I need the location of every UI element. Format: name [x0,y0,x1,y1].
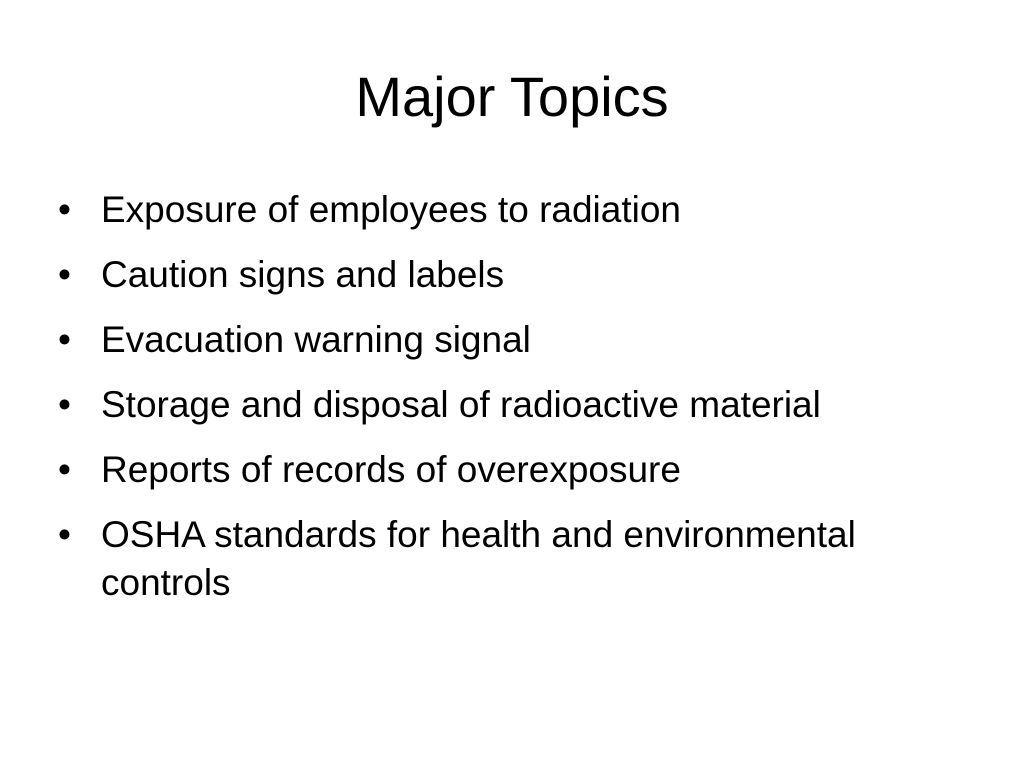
bullet-dot-icon: • [58,319,71,360]
bullet-dot-icon: • [58,189,71,230]
bullet-text: Caution signs and labels [101,254,505,295]
bullet-list [58,186,858,624]
bullet-item [58,316,858,364]
bullet-dot-icon: • [58,384,71,425]
bullet-item [58,446,858,494]
bullet-text: Exposure of employees to radiation [101,189,682,230]
bullet-dot-icon: • [58,254,71,295]
bullet-dot-icon: • [58,514,71,555]
bullet-text: Storage and disposal of radioactive material [101,384,821,425]
bullet-item [58,186,858,234]
bullet-item [58,511,858,607]
bullet-text: Reports of records of overexposure [101,449,681,490]
bullet-text: OSHA standards for health and environmental controls [101,514,856,603]
bullet-text: Evacuation warning signal [101,319,531,360]
bullet-item [58,251,858,299]
slide-title: Major Topics [355,65,669,128]
bullet-dot-icon: • [58,449,71,490]
bullet-item [58,381,858,429]
